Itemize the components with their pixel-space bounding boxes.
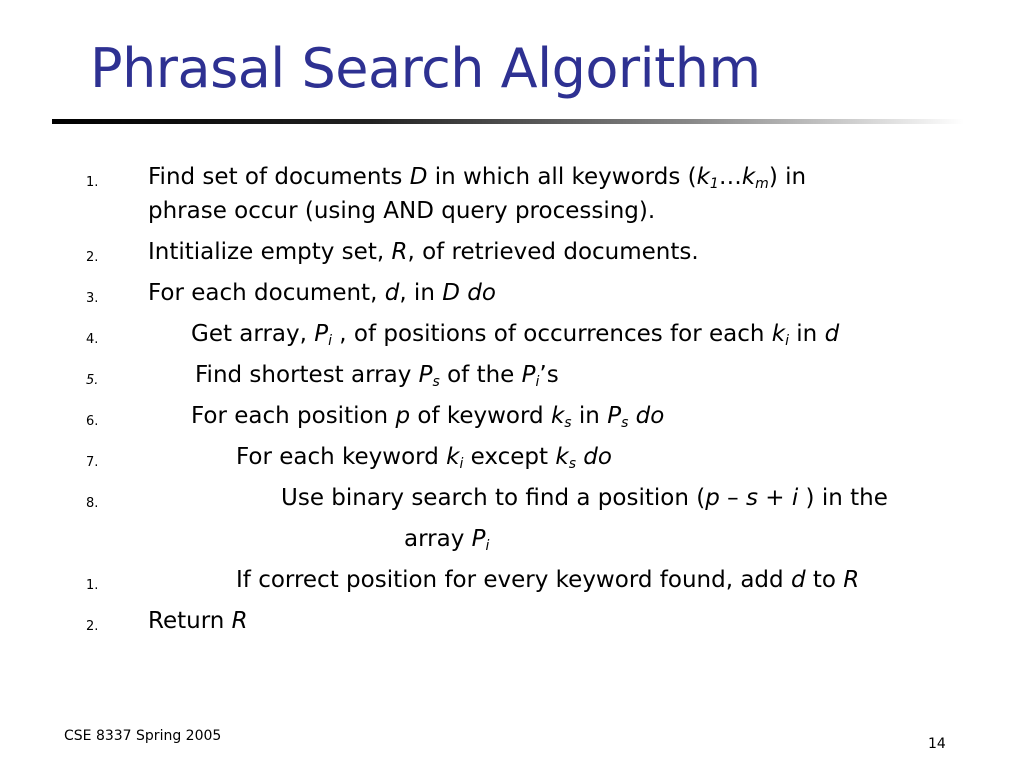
subscript: i — [535, 374, 540, 390]
slide-title: Phrasal Search Algorithm — [90, 37, 761, 100]
math-variable: R — [231, 608, 248, 634]
step-text: For each document, — [148, 280, 385, 306]
step-text-line — [195, 358, 559, 392]
math-variable: do — [628, 403, 665, 429]
math-variable: D — [409, 164, 428, 190]
step-text-line — [404, 522, 489, 556]
subscript: i — [485, 538, 490, 554]
math-variable: k — [550, 403, 565, 429]
step-text-line — [148, 194, 655, 228]
math-variable: k — [555, 444, 569, 470]
step-text: array — [404, 526, 472, 552]
step-text: Get array, — [191, 321, 315, 347]
step-text-line — [148, 276, 496, 310]
math-variable: P — [471, 526, 486, 552]
subscript: m — [755, 176, 769, 192]
step-text-line — [236, 563, 859, 597]
step-text-line — [281, 481, 888, 515]
step-text-line — [148, 160, 806, 194]
math-variable: k — [741, 164, 756, 190]
step-number: 7. — [86, 455, 99, 470]
math-variable: d — [824, 321, 840, 347]
step-text: in which all keywords ( — [427, 164, 697, 190]
math-variable: k — [446, 444, 460, 470]
math-variable: p — [395, 403, 411, 429]
step-text: of keyword — [410, 403, 551, 429]
subscript: s — [621, 415, 629, 431]
step-text: , of positions of occurrences for each — [332, 321, 772, 347]
math-variable: P — [521, 362, 536, 388]
math-variable: k — [771, 321, 786, 347]
subscript: i — [785, 333, 789, 349]
step-text: For each keyword — [236, 444, 447, 470]
math-variable: i — [791, 485, 799, 511]
step-text-line — [191, 317, 839, 351]
step-number: 1. — [86, 175, 99, 190]
footer-course: CSE 8337 Spring 2005 — [64, 728, 222, 744]
subscript: s — [564, 415, 572, 431]
step-text: ’s — [539, 362, 559, 388]
math-variable: p — [705, 485, 720, 511]
math-variable: k — [696, 164, 710, 190]
math-variable: d — [384, 280, 400, 306]
step-text: Find set of documents — [148, 164, 410, 190]
step-number: 1. — [86, 578, 99, 593]
step-number: 2. — [86, 619, 99, 634]
step-text-line — [191, 399, 664, 433]
step-text: … — [718, 164, 742, 190]
subscript: i — [328, 333, 332, 349]
step-number: 6. — [86, 414, 99, 429]
step-text: For each position — [191, 403, 396, 429]
math-variable: d — [790, 567, 806, 593]
step-text-line — [148, 604, 248, 638]
step-text: in — [788, 321, 825, 347]
subscript: s — [568, 456, 576, 472]
math-variable: P — [418, 362, 433, 388]
step-number: 3. — [86, 291, 99, 306]
step-text: Return — [148, 608, 232, 634]
step-text: to — [805, 567, 844, 593]
math-variable: R — [843, 567, 860, 593]
step-text: ) in the — [798, 485, 888, 511]
math-variable: D do — [442, 280, 496, 306]
step-text: , in — [399, 280, 443, 306]
math-variable: do — [575, 444, 612, 470]
step-text-line — [148, 235, 699, 269]
subscript: 1 — [709, 176, 719, 192]
step-text: + — [757, 485, 792, 511]
step-text: – — [719, 485, 746, 511]
step-text: in — [571, 403, 608, 429]
step-text: Use binary search to find a position ( — [281, 485, 706, 511]
subscript: s — [432, 374, 440, 390]
step-number: 2. — [86, 250, 99, 265]
math-variable: P — [607, 403, 622, 429]
math-variable: P — [314, 321, 329, 347]
step-text: Intitialize empty set, — [148, 239, 392, 265]
step-number: 4. — [86, 332, 99, 347]
step-text: except — [463, 444, 556, 470]
step-text: , of retrieved documents. — [407, 239, 699, 265]
subscript: i — [459, 456, 464, 472]
step-text: of the — [439, 362, 522, 388]
step-text-line — [236, 440, 612, 474]
math-variable: R — [391, 239, 408, 265]
math-variable: s — [745, 485, 758, 511]
step-text: ) in — [768, 164, 807, 190]
title-underline — [52, 119, 964, 124]
step-text: If correct position for every keyword found, add — [236, 567, 791, 593]
page-number: 14 — [928, 736, 946, 752]
step-number: 8. — [86, 496, 99, 511]
step-text: Find shortest array — [195, 362, 419, 388]
step-text: phrase occur (using AND query processing). — [148, 198, 656, 224]
step-number: 5. — [86, 373, 99, 388]
